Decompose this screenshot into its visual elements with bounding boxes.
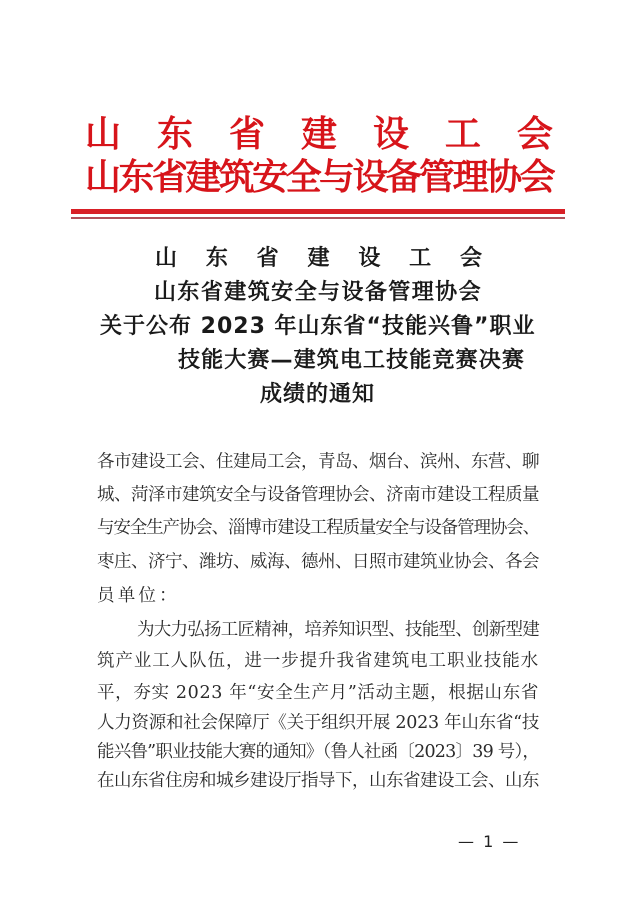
letterhead-char: 工 — [444, 113, 481, 155]
addressee-line: 枣庄、济宁、潍坊、威海、德州、日照市建筑业协会、各会 — [97, 552, 539, 572]
paragraph-line: 在山东省住房和城乡建设厅指导下，山东省建设工会、山东 — [97, 771, 539, 791]
title-line-5: 成绩的通知 — [260, 382, 376, 407]
paragraph-line: 筑产业工人队伍，进一步提升我省建筑电工职业技能水 — [97, 651, 540, 671]
paragraph-line: 能兴鲁”职业技能大赛的通知》（鲁人社函〔2023〕39 号）， — [97, 742, 540, 762]
letterhead-char: 东 — [156, 113, 193, 155]
letterhead-char: 山 — [85, 113, 122, 155]
addressee-line: 城、菏泽市建筑安全与设备管理协会、济南市建设工程质量 — [97, 485, 539, 505]
letterhead-char: 省 — [228, 113, 265, 155]
letterhead-char: 设 — [372, 113, 409, 155]
addressee-line: 各市建设工会、住建局工会，青岛、烟台、滨州、东营、聊 — [97, 452, 539, 472]
title-char: 山 — [155, 246, 178, 271]
title-char: 东 — [205, 246, 228, 271]
letterhead-line-1 — [85, 114, 553, 154]
page-number: — 1 — — [458, 832, 521, 851]
title-line-1 — [155, 244, 482, 274]
title-line-3: 关于公布 2023 年山东省“技能兴鲁”职业 — [100, 314, 536, 339]
letterhead-divider-thick — [71, 209, 565, 214]
letterhead-char: 建 — [300, 113, 337, 155]
addressee-line: 员单位： — [97, 586, 180, 606]
title-char: 建 — [307, 246, 330, 271]
paragraph-line: 平，夯实 2023 年“安全生产月”活动主题，根据山东省 — [97, 683, 540, 703]
paragraph-line: 为大力弘扬工匠精神，培养知识型、技能型、创新型建 — [137, 620, 539, 640]
title-char: 设 — [358, 246, 381, 271]
letterhead-line-2: 山东省建筑安全与设备管理协会 — [85, 156, 554, 198]
paragraph-line: 人力资源和社会保障厅《关于组织开展 2023 年山东省“技 — [97, 713, 540, 733]
title-char: 会 — [459, 246, 482, 271]
title-char: 工 — [409, 246, 432, 271]
letterhead-divider-thin — [71, 217, 565, 219]
title-line-4: 技能大赛—建筑电工技能竞赛决赛 — [178, 348, 525, 373]
title-line-2: 山东省建筑安全与设备管理协会 — [154, 280, 483, 305]
letterhead-char: 会 — [516, 113, 553, 155]
addressee-line: 与安全生产协会、淄博市建设工程质量安全与设备管理协会、 — [97, 518, 539, 538]
title-char: 省 — [256, 246, 279, 271]
